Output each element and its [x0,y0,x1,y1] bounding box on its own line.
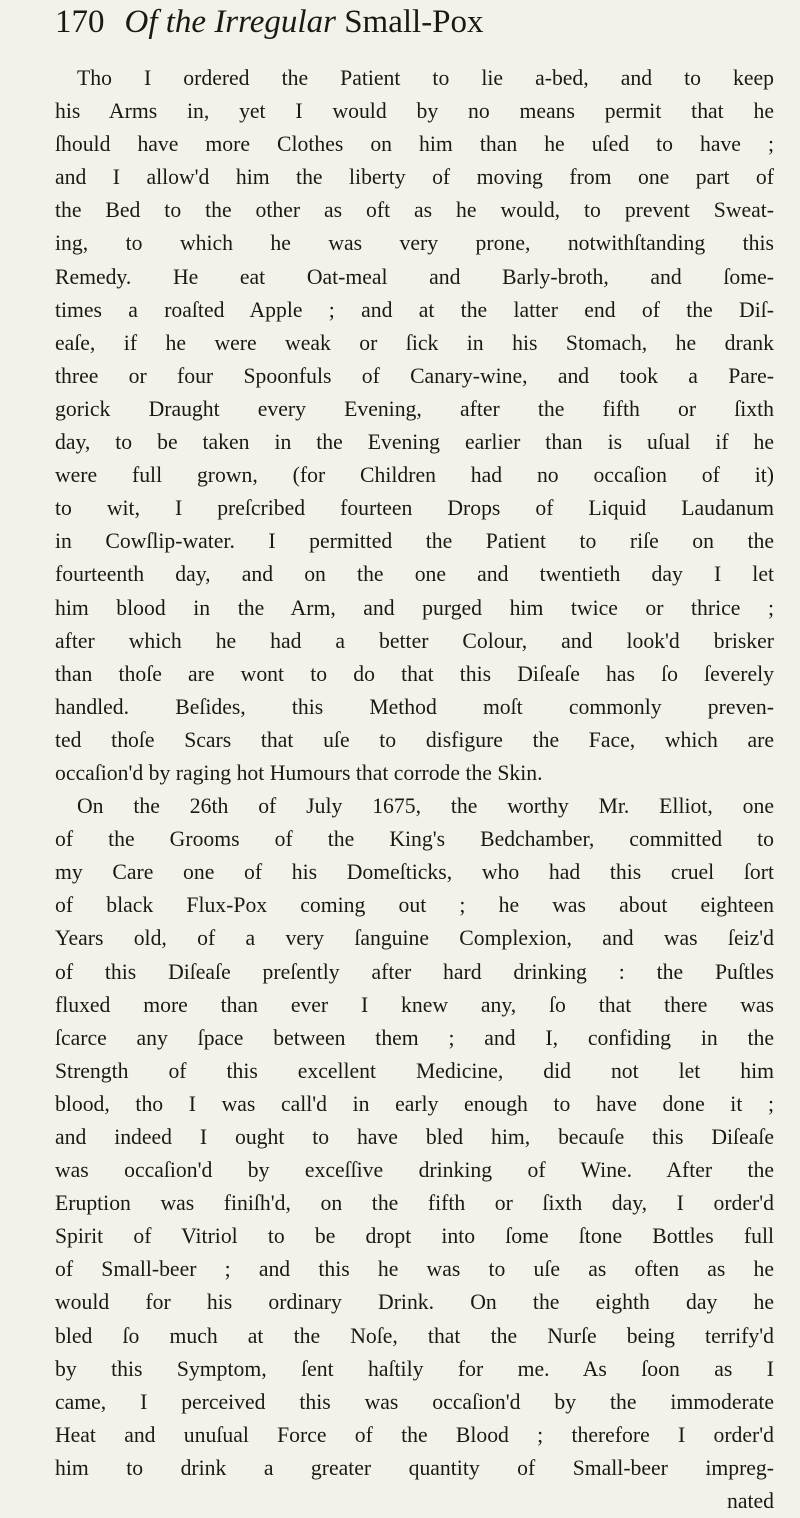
text-line: to wit, I preſcribed fourteen Drops of Liquid Laudanum [55,496,774,521]
body-text [55,62,774,1518]
text-line: would for his ordinary Drink. On the eighth day he [55,1290,774,1315]
text-line: three or four Spoonfuls of Canary-wine, and took a Pare- [55,363,774,388]
paragraph-container [55,62,774,1485]
text-line: of black Flux-Pox coming out ; he was about eighteen [55,893,774,918]
running-head [55,2,770,42]
text-line: Remedy. He eat Oat-meal and Barly-broth, and ſome- [55,264,774,289]
text-line: and I allow'd him the liberty of moving from one part of [55,165,774,190]
text-line: ted thoſe Scars that uſe to disfigure the Face, which are [55,727,774,752]
text-line: gorick Draught every Evening, after the fifth or ſixth [55,396,774,421]
text-line: than thoſe are wont to do that this Diſeaſe has ſo ſeverely [55,661,774,686]
text-line: him blood in the Arm, and purged him twice or thrice ; [55,595,774,620]
text-line: was occaſion'd by exceſſive drinking of Wine. After the [55,1158,774,1183]
text-line: bled ſo much at the Noſe, that the Nurſe being terrify'd [55,1323,774,1348]
catchword: nated [727,1489,774,1514]
text-line: Strength of this excellent Medicine, did not let him [55,1058,774,1083]
text-line: by this Symptom, ſent haſtily for me. As ſoon as I [55,1356,774,1381]
text-line: Tho I ordered the Patient to lie a-bed, and to keep [77,66,774,90]
text-line: in Cowſlip-water. I permitted the Patient to riſe on the [55,529,774,554]
text-line: fourteenth day, and on the one and twentieth day I let [55,562,774,587]
page-number: 170 [55,4,105,40]
text-line: of this Diſeaſe preſently after hard drinking : the Puſtles [55,959,774,984]
text-line: blood, tho I was call'd in early enough to have done it ; [55,1091,774,1116]
text-line: came, I perceived this was occaſion'd by the immoderate [55,1389,774,1414]
text-line: ſhould have more Clothes on him than he uſed to have ; [55,132,774,157]
text-line: Years old, of a very ſanguine Complexion, and was ſeiz'd [55,926,774,951]
text-line: ing, to which he was very prone, notwithſtanding this [55,231,774,256]
text-line: times a roaſted Apple ; and at the latter end of the Diſ- [55,297,774,322]
text-line: his Arms in, yet I would by no means permit that he [55,99,774,124]
text-line: handled. Beſides, this Method moſt commonly preven- [55,694,774,719]
text-line: day, to be taken in the Evening earlier than is uſual if he [55,430,774,455]
text-line: and indeed I ought to have bled him, becauſe this Diſeaſe [55,1125,774,1149]
text-line: of the Grooms of the King's Bedchamber, committed to [55,827,774,852]
text-line: after which he had a better Colour, and look'd brisker [55,628,774,653]
text-line: Spirit of Vitriol to be dropt into ſome ſtone Bottles full [55,1224,774,1249]
text-line: Eruption was finiſh'd, on the fifth or ſixth day, I order'd [55,1191,774,1216]
text-line: eaſe, if he were weak or ſick in his Stomach, he drank [55,330,774,355]
text-line: Heat and unuſual Force of the Blood ; therefore I order'd [55,1422,774,1447]
running-title-italic: Of the Irregular [124,4,336,40]
text-line: On the 26th of July 1675, the worthy Mr. Elliot, one [77,794,774,819]
text-line: fluxed more than ever I knew any, ſo that there was [55,992,774,1017]
text-line: my Care one of his Domeſticks, who had this cruel ſort [55,860,774,885]
text-line: occaſion'd by raging hot Humours that corrode the Skin. [55,760,543,785]
text-line: were full grown, (for Children had no occaſion of it) [55,463,774,488]
text-line: of Small-beer ; and this he was to uſe as often as he [55,1257,774,1282]
running-title-roman: Small-Pox [344,4,484,40]
text-line: the Bed to the other as oft as he would, to prevent Sweat- [55,198,774,223]
text-line: him to drink a greater quantity of Small-beer impreg- [55,1455,774,1480]
text-line: ſcarce any ſpace between them ; and I, confiding in the [55,1025,774,1050]
